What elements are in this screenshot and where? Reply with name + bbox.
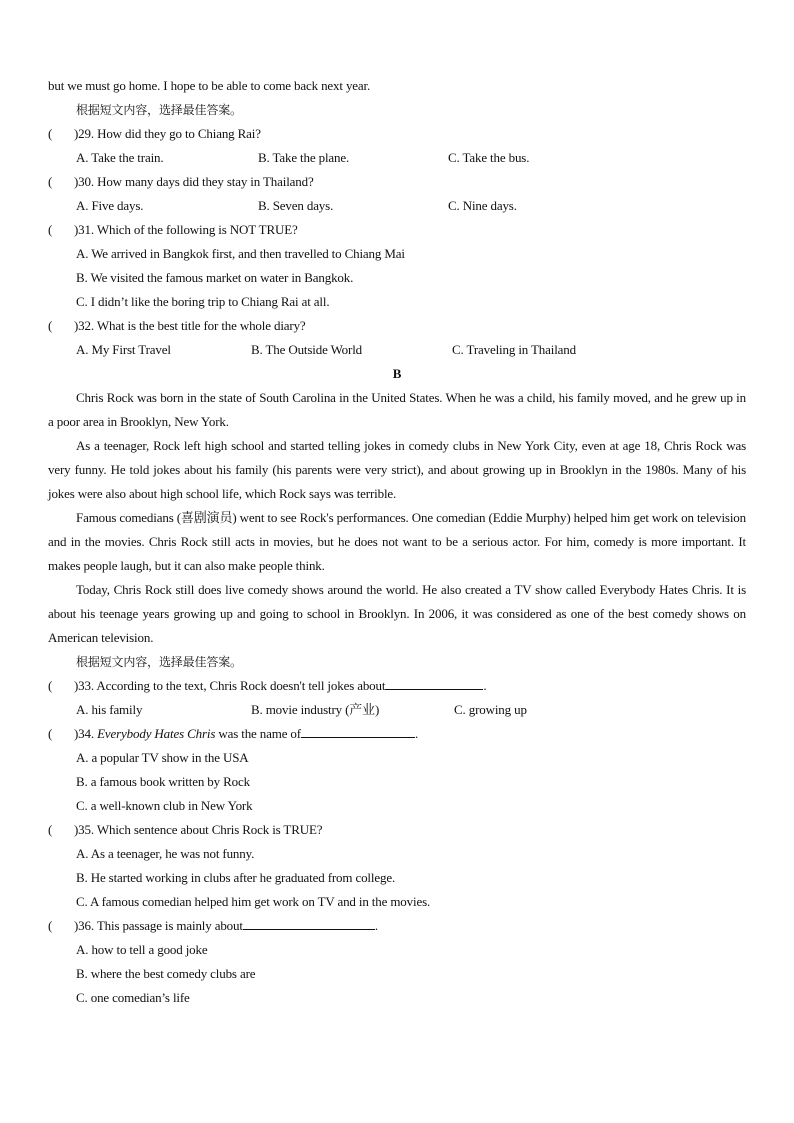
option-c: C. Take the bus. [448,150,530,165]
option-a: A. As a teenager, he was not funny. [76,846,255,861]
option-c: C. a well-known club in New York [76,798,253,813]
option-b: B. The Outside World [251,342,363,357]
option-c: C. Traveling in Thailand [452,342,576,357]
option-a: A. We arrived in Bangkok first, and then travelled to Chiang Mai [76,246,405,261]
option-b: B. a famous book written by Rock [76,774,250,789]
option-b: B. Seven days. [258,198,334,213]
option-b: B. where the best comedy clubs are [76,966,256,981]
answer-bracket[interactable]: ( [48,918,53,933]
question-35 [48,818,746,842]
option-c: C. A famous comedian helped him get work on TV and in the movies. [76,894,431,909]
options-33 [48,698,746,722]
question-34 [48,722,746,746]
option-a: A. Take the train. [76,150,164,165]
answer-blank[interactable] [243,915,375,930]
option-a: A. My First Travel [76,342,171,357]
option-c: C. one comedian’s life [76,990,190,1005]
answer-blank[interactable] [385,675,483,690]
passage-paragraph-3: Famous comedians (喜剧演员) went to see Rock's performances. One comedian (Eddie Murphy) helped him get work on television and in the movies. Chris Rock still acts in movies, but he does not want to be a serious actor. For him, comedy is more important. It makes people laugh, but it can also make people think. [48,510,746,573]
answer-bracket[interactable]: ( [48,126,53,141]
question-stem: )33. According to the text, Chris Rock doesn't tell jokes about [74,678,386,693]
answer-bracket[interactable]: ( [48,222,53,237]
question-33 [48,674,746,698]
answer-bracket[interactable]: ( [48,822,53,837]
passage-paragraph-1: Chris Rock was born in the state of South Carolina in the United States. When he was a child, his family moved, and he grew up in a poor area in Brooklyn, New York. [48,390,746,429]
instruction-b: 根据短文内容，选择最佳答案。 [76,655,242,669]
option-c: C. Nine days. [448,198,517,213]
passage-paragraph-2: As a teenager, Rock left high school and started telling jokes in comedy clubs in New York City, even at age 18, Chris Rock was very funny. He told jokes about his family (his parents were very strict), and about growing up in Brooklyn in the 1980s. Many of his jokes were also about high school life, which Rock says was terrible. [48,438,746,501]
question-stem: )31. Which of the following is NOT TRUE? [74,222,298,237]
question-stem: )32. What is the best title for the whole diary? [74,318,306,333]
option-b: B. Take the plane. [258,150,350,165]
option-b: B. We visited the famous market on water in Bangkok. [76,270,354,285]
option-c: C. I didn’t like the boring trip to Chiang Rai at all. [76,294,330,309]
question-stem: )35. Which sentence about Chris Rock is TRUE? [74,822,323,837]
question-32 [48,314,746,338]
option-a: A. his family [76,702,143,717]
question-30 [48,170,746,194]
question-end: . [414,726,419,741]
question-stem: was the name of [215,726,301,741]
question-end: . [374,918,378,933]
show-title: Everybody Hates Chris [97,726,216,741]
instruction-a: 根据短文内容，选择最佳答案。 [76,103,242,117]
answer-bracket[interactable]: ( [48,174,53,189]
question-stem: )29. How did they go to Chiang Rai? [74,126,261,141]
option-c: C. growing up [454,702,527,717]
options-32 [48,338,746,362]
options-30 [48,194,746,218]
answer-bracket[interactable]: ( [48,726,53,741]
option-b: B. He started working in clubs after he graduated from college. [76,870,396,885]
question-number: )34. [74,726,98,741]
section-b-heading: B [392,366,402,381]
intro-line: but we must go home. I hope to be able to come back next year. [48,78,371,93]
option-b: B. movie industry (产业) [251,702,380,717]
question-36 [48,914,746,938]
question-29 [48,122,746,146]
question-stem: )36. This passage is mainly about [74,918,243,933]
answer-blank[interactable] [301,723,415,738]
question-stem: )30. How many days did they stay in Thailand? [74,174,314,189]
question-31 [48,218,746,242]
option-a: A. how to tell a good joke [76,942,208,957]
answer-bracket[interactable]: ( [48,678,53,693]
worksheet-page [48,74,746,1010]
option-a: A. a popular TV show in the USA [76,750,249,765]
passage-paragraph-4: Today, Chris Rock still does live comedy shows around the world. He also created a TV show called Everybody Hates Chris. It is about his teenage years growing up and going to school in Brooklyn. In 2006, it was considered as one of the best comedy shows on American television. [48,582,746,645]
question-end: . [483,678,487,693]
options-29 [48,146,746,170]
option-a: A. Five days. [76,198,144,213]
answer-bracket[interactable]: ( [48,318,53,333]
